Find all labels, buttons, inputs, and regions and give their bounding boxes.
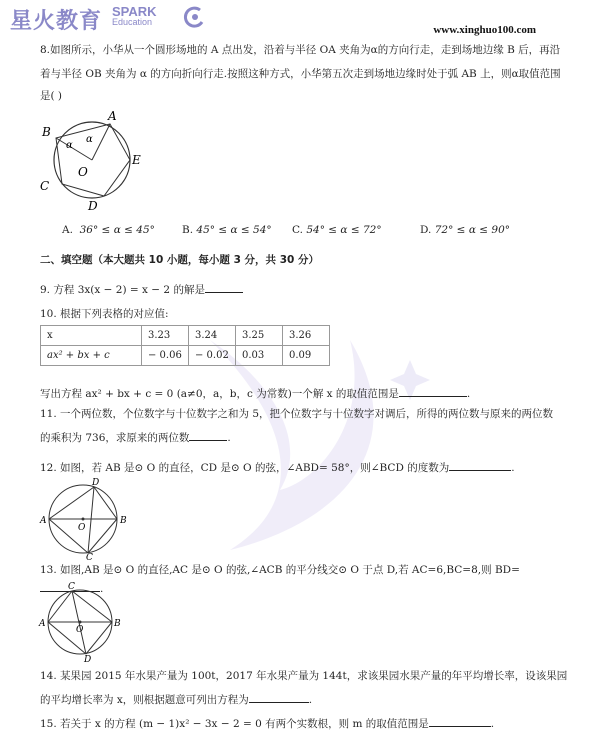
q12-figure <box>38 478 128 560</box>
table-row: ax² + bx + c − 0.06 − 0.02 0.03 0.09 <box>41 346 330 366</box>
svg-text:D: D <box>92 478 100 488</box>
q9-answer-blank[interactable] <box>205 280 243 293</box>
q10-intro: 10. 根据下列表格的对应值: <box>40 308 169 320</box>
q8-label-d: D <box>88 199 98 213</box>
q8-label-c: C <box>40 179 50 193</box>
svg-text:D: D <box>84 655 92 662</box>
q12-text: 12. 如图，若 AB 是⊙ O 的直径，CD 是⊙ O 的弦，∠ABD= 58°，则∠BCD 的度数为 . <box>40 458 570 477</box>
q11-line1: 11. 一个两位数，个位数字与十位数字之和为 5，把个位数字与十位数字对调后，所得的两位数与原来的两位数 <box>40 408 554 420</box>
svg-text:C: C <box>68 582 75 592</box>
q8-alpha-1: α <box>66 140 73 151</box>
q13-text: 13. 如图,AB 是⊙ O 的直径,AC 是⊙ O 的弦,∠ACB 的平分线交⊙ O 于点 D,若 AC=6,BC=8,则 BD=. <box>40 564 520 595</box>
q9: 9. 方程 3x(x − 2) = x − 2 的解是 <box>40 280 570 299</box>
q8-line3: 是( ) <box>40 90 63 102</box>
q8-option-a[interactable]: A. 36° ≤ α ≤ 45° <box>62 224 155 236</box>
svg-text:B: B <box>114 619 121 629</box>
q8-alpha-2: α <box>86 134 93 145</box>
q10-answer-blank[interactable] <box>399 384 467 397</box>
svg-text:A: A <box>39 619 46 629</box>
q12-answer-blank[interactable] <box>449 458 511 471</box>
q8-option-d[interactable]: D. 72° ≤ α ≤ 90° <box>420 224 510 236</box>
q8-figure <box>38 108 148 216</box>
q11-line2: 的乘积为 736，求原来的两位数 . <box>40 428 570 447</box>
svg-text:B: B <box>120 516 127 526</box>
q8-label-o: O <box>78 165 88 179</box>
q14-line2: 的平均增长率为 x，则根据题意可列出方程为 . <box>40 690 570 709</box>
q14-answer-blank[interactable] <box>249 690 309 703</box>
q8-option-c[interactable]: C. 54° ≤ α ≤ 72° <box>292 224 382 236</box>
q10-after: 写出方程 ax² + bx + c = 0 (a≠0，a，b，c 为常数)一个解 x 的取值范围是 . <box>40 384 570 403</box>
q8-label-a: A <box>108 109 117 123</box>
svg-text:C: C <box>86 553 93 560</box>
site-url[interactable]: www.xinghuo100.com <box>433 24 536 36</box>
q8-label-e: E <box>132 153 141 167</box>
logo-en: SPARK Education <box>112 4 157 27</box>
svg-text:A: A <box>40 516 47 526</box>
svg-text:O: O <box>78 523 86 533</box>
logo-text: 星火教育 <box>10 9 103 34</box>
q8-option-b[interactable]: B. 45° ≤ α ≤ 54° <box>182 224 272 236</box>
q15-answer-blank[interactable] <box>429 714 491 727</box>
q14-line1: 14. 某果园 2015 年水果产量为 100t，2017 年水果产量为 144t，求该果园水果产量的年平均增长率，设该果园 <box>40 670 568 682</box>
q8-line1: 8.如图所示，小华从一个圆形场地的 A 点出发，沿着与半径 OA 夹角为α的方向行走，走到场地边缘 B 后，再沿 <box>40 44 561 56</box>
section-title: 二、填空题（本大题共 10 小题，每小题 3 分，共 30 分） <box>40 254 319 266</box>
q8-label-b: B <box>42 125 51 139</box>
q11-answer-blank[interactable] <box>189 428 227 441</box>
q8-line2: 着与半径 OB 夹角为 α 的方向折向行走.按照这种方式，小华第五次走到场地边缘时处于弧 AB 上，则α取值范围 <box>40 68 561 80</box>
q13-figure <box>38 582 122 662</box>
table-row: x 3.23 3.24 3.25 3.26 <box>41 326 330 346</box>
logo-swirl-icon <box>180 6 206 28</box>
q10-table <box>40 325 330 366</box>
svg-text:O: O <box>76 625 84 635</box>
q15-text: 15. 若关于 x 的方程 (m − 1)x² − 3x − 2 = 0 有两个实数根，则 m 的取值范围是 . <box>40 714 570 733</box>
